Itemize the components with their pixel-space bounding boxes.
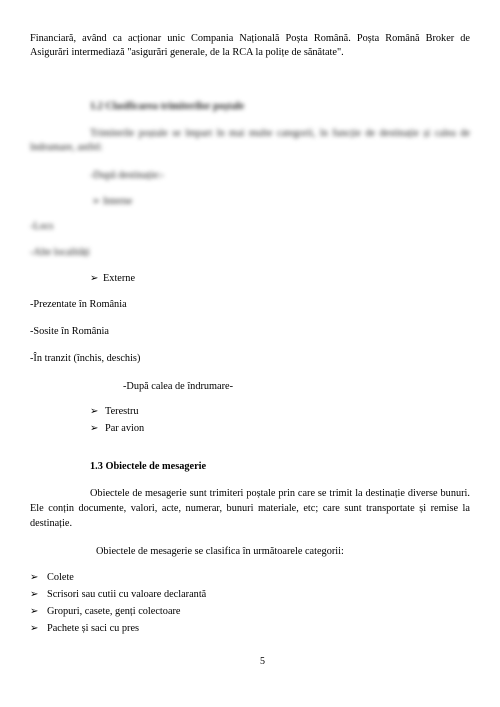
bullet-arrow-icon: ➢ [92,196,101,207]
section-1-2-para-line-2: îndrumare, astfel: [30,142,103,153]
section-1-3-para-line-3: destinație. [30,518,73,529]
section-1-3-para-line-1: Obiectele de mesagerie sunt trimiteri poștale prin care se trimit la destinație diverse bunuri. [90,488,470,499]
list-item: Scrisori sau cutii cu valoare declarantă [47,589,207,600]
bullet-arrow-icon: ➢ [90,406,99,417]
list-item: Colete [47,572,74,583]
dupa-calea-label: -După calea de îndrumare- [123,381,234,392]
externe-sub-1: -Prezentate în România [30,299,127,310]
blurred-item-2: Interne [103,196,133,207]
bullet-arrow-icon: ➢ [30,606,39,617]
bullet-arrow-icon: ➢ [30,572,39,583]
section-1-2-para-line-1: Trimiterile poștale se împart în mai multe categorii, în funcție de destinație și calea de [90,128,470,139]
blurred-item-1: -După destinație:- [90,170,165,181]
externe-sub-3: -În tranzit (închis, deschis) [30,353,141,364]
bullet-arrow-icon: ➢ [90,423,99,434]
externe-sub-2: -Sosite în România [30,326,109,337]
section-1-3-para-2: Obiectele de mesagerie se clasifica în următoarele categorii: [96,546,344,557]
bullet-arrow-icon: ➢ [30,589,39,600]
intro-line-1: Financiară, având ca acționar unic Compania Națională Poșta Română. Poșta Română Broker de [30,33,470,44]
dupa-calea-item: Terestru [105,406,139,417]
blurred-item-4: -Alte localități [30,247,90,258]
blurred-item-3: -Locs [30,221,54,232]
bullet-arrow-icon: ➢ [90,273,99,284]
intro-line-2: Asigurări intermediază "asigurări generale, de la RCA la polițe de sănătate". [30,47,344,58]
section-1-2-heading: 1.2 Clasificarea trimiterilor poștale [90,101,245,112]
externe-label: Externe [103,273,136,284]
bullet-arrow-icon: ➢ [30,623,39,634]
section-1-3-para-line-2: Ele conțin documente, valori, acte, numerar, bunuri materiale, etc; care sunt transportate și remise la [30,503,470,514]
section-1-3-heading: 1.3 Obiectele de mesagerie [90,461,207,472]
page-number: 5 [260,656,265,667]
list-item: Gropuri, casete, genți colectoare [47,606,181,617]
list-item: Pachete și saci cu pres [47,623,140,634]
dupa-calea-item: Par avion [105,423,145,434]
